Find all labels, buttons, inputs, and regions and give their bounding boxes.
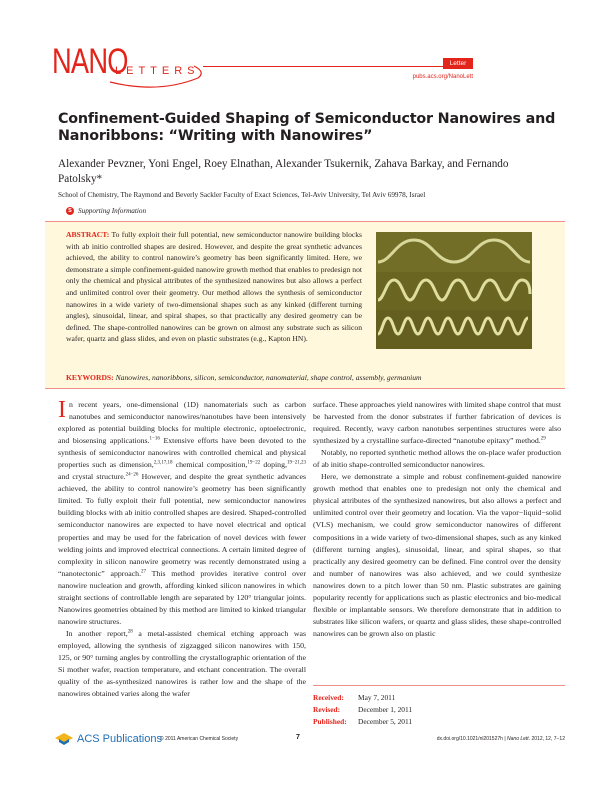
abstract-text: To fully exploit their full potential, new semiconductor nanowire building blocks with ab initio controlled shapes are desired. However, and despite the great synthetic advances achieved, the ability to control nanowire’s geometry has been significantly limited. Here, we demonstrate a simple confinement-guided nanowire growth method that enables to predesign not only the chemical and physical attributes of the synthesized nanowires but also allows a perfect and unlimited control over their geometry. Our method allows the synthesis of semiconductor nanowires in a wide variety of two-dimensional shapes such as any kinked (different turning angles), sinusoidal, linear, and spiral shapes, so that practically any desired geometry can be defined. The shape-controlled nanowires can be grown on almost any substrate such as silicon wafer, quartz and glass slides, and even on plastic substrates (e.g., Kapton HN). [66, 230, 362, 344]
citation[interactable]: 19−22 [247, 460, 261, 466]
paragraph [313, 399, 561, 447]
publisher-name: ACS Publications [77, 733, 162, 745]
article-title: Confinement-Guided Shaping of Semiconductor Nanowires and Nanoribbons: “Writing with Nanowires” [58, 111, 556, 144]
journal-logo-letters: LETTERS [115, 65, 200, 77]
header-rule [203, 66, 473, 67]
paragraph [58, 628, 306, 700]
citation-journal: Nano Lett. [507, 736, 531, 742]
body-column-left [58, 399, 306, 700]
text: chemical composition, [172, 460, 248, 470]
sinusoidal-nanowires-image [376, 232, 532, 349]
acs-publications-logo[interactable] [55, 733, 162, 745]
article-type-badge: Letter [443, 58, 473, 69]
date-label: Received: [313, 693, 344, 702]
citation[interactable]: 28 [127, 629, 133, 635]
copyright: © 2011 American Chemical Society [160, 736, 239, 742]
date-value: December 5, 2011 [358, 717, 413, 727]
text: surface. These approaches yield nanowires with limited shape control that must be harvested from the donor substrates if further fabrication of devices is required. Recently, wavy carbon nanotubes serpentines structures were also synthesized by a crystalline surface-directed “nanotube epitaxy” method. [313, 400, 561, 446]
journal-logo-nano: NANO [52, 42, 128, 81]
text: a metal-assisted chemical etching approach was employed, allowing the synthesis of zigzagged silicon nanowires with 150, 125, or 90° turning angles by controlling the crystallographic orientation of the Si mother wafer, reaction temperature, and etchant concentration. The overall quality of the as-synthesized nanowires is rather low and the shape of the nanowires obtained varies along the wafer [58, 628, 306, 699]
paragraph: Here, we demonstrate a simple and robust confinement-guided nanowire growth method that enables one to predesign not only the chemical and physical attributes of the synthesized nanowires, but also allows a perfect and unlimited control over their geometry and location. Via the vapor−liquid−solid (VLS) mechanism, we could grow semiconductor nanowires of different compositions in a wide variety of two-dimensional shapes, such as any kinked (different turning angles), sinusoidal, linear, and spiral shapes, so that practically any desired geometry can be defined. Fine control over the density and number of nanowires was also achieved, and we could synthesize nanowires down to a pitch lower than 50 nm. Plastic substrates are gaining popularity recently for applications such as plastic electronics and bio-medical flexible or implantable sensors. We therefore demonstrate that in addition to substrates like silicon wafers, or quartz and glass slides, these shape-controlled nanowires can be grown also on plastic [313, 472, 561, 638]
doi-citation[interactable]: dx.doi.org/10.1021/nl201527h | Nano Lett. 2012, 12, 7−12 [436, 736, 565, 742]
citation[interactable]: 1−16 [149, 436, 160, 442]
supporting-information-link[interactable] [66, 207, 146, 215]
publication-dates [313, 692, 412, 729]
dates-rule [313, 685, 565, 686]
paragraph [58, 399, 306, 628]
supporting-info-label: Supporting Information [78, 207, 147, 215]
citation-volume: 2012, 12, 7−12 [530, 736, 565, 742]
author-list: Alexander Pevzner, Yoni Engel, Roey Elnathan, Alexander Tsukernik, Zahava Barkay, and Fernando Patolsky* [58, 158, 509, 185]
text: This method provides iterative control over nanowire nucleation and growth, affording kinked silicon nanowires in which straight sections of controllable length are separated by 120° triangular joints. Nanowires geometries obtained by this method are limited to kinked triangular nanowire structures. [58, 568, 306, 626]
keywords [66, 373, 546, 382]
date-value: December 1, 2011 [358, 705, 413, 715]
date-label: Published: [313, 717, 347, 727]
text: n recent years, one-dimensional (1D) nanomaterials such as carbon nanotubes and semiconductor nanowires/nanotubes have been intensively explored as potential building blocks for multiple electronic, optoelectronic, and biosensing applications. [58, 400, 306, 446]
supporting-info-icon: S [66, 207, 74, 215]
date-received [313, 692, 412, 704]
citation[interactable]: 27 [141, 569, 147, 575]
keywords-label: KEYWORDS: [66, 373, 114, 382]
body-column-right [313, 399, 561, 640]
toc-graphic-image [376, 232, 532, 349]
citation[interactable]: 2,3,17,18 [153, 460, 173, 466]
text: However, and despite the great synthetic advances achieved, the ability to control nanowire’s geometry has been significantly limited. To fully exploit their full potential, new semiconductor nanowires building blocks with ab initio controlled shapes are desired. Shaped-controlled semiconductor nanowires are expected to have novel electrical and optical properties and may be used for the fabrication of novel devices with fewer welding joints and improved electrical connections. A certain limited degree of complexity in silicon nanowire geometry was recently demonstrated using a “nanotectonic” approach. [58, 472, 306, 578]
text: doping, [260, 460, 287, 470]
acs-hexagon-icon [55, 733, 73, 745]
text: In another report, [66, 628, 128, 638]
doi-link[interactable]: dx.doi.org/10.1021/nl201527h [436, 736, 503, 742]
abstract [66, 229, 362, 345]
date-revised [313, 704, 412, 716]
text: Extensive efforts have been devoted to the synthesis of semiconductor nanowires with controlled chemical and physical properties such as dimension, [58, 436, 307, 470]
date-value: May 7, 2011 [358, 693, 396, 702]
paragraph: Notably, no reported synthetic method allows the on-place wafer production of ab initio shape-controlled semiconductor nanowires. [313, 448, 561, 470]
drop-cap: I [58, 397, 66, 423]
page-number: 7 [296, 734, 300, 741]
date-label: Revised: [313, 705, 341, 715]
citation[interactable]: 29 [540, 436, 546, 442]
affiliation: School of Chemistry, The Raymond and Beverly Sackler Faculty of Exact Sciences, Tel-Aviv University, Tel Aviv 69978, Israel [58, 191, 426, 199]
date-published [313, 716, 412, 728]
journal-url-link[interactable]: pubs.acs.org/NanoLett [412, 74, 473, 80]
abstract-label: ABSTRACT: [66, 230, 110, 239]
citation[interactable]: 19−21,23 [286, 460, 307, 466]
text: and crystal structure. [58, 472, 126, 482]
keywords-list: Nanowires, nanoribbons, silicon, semiconductor, nanomaterial, shape control, assembly, germanium [115, 373, 422, 382]
citation[interactable]: 24−26 [125, 472, 139, 478]
